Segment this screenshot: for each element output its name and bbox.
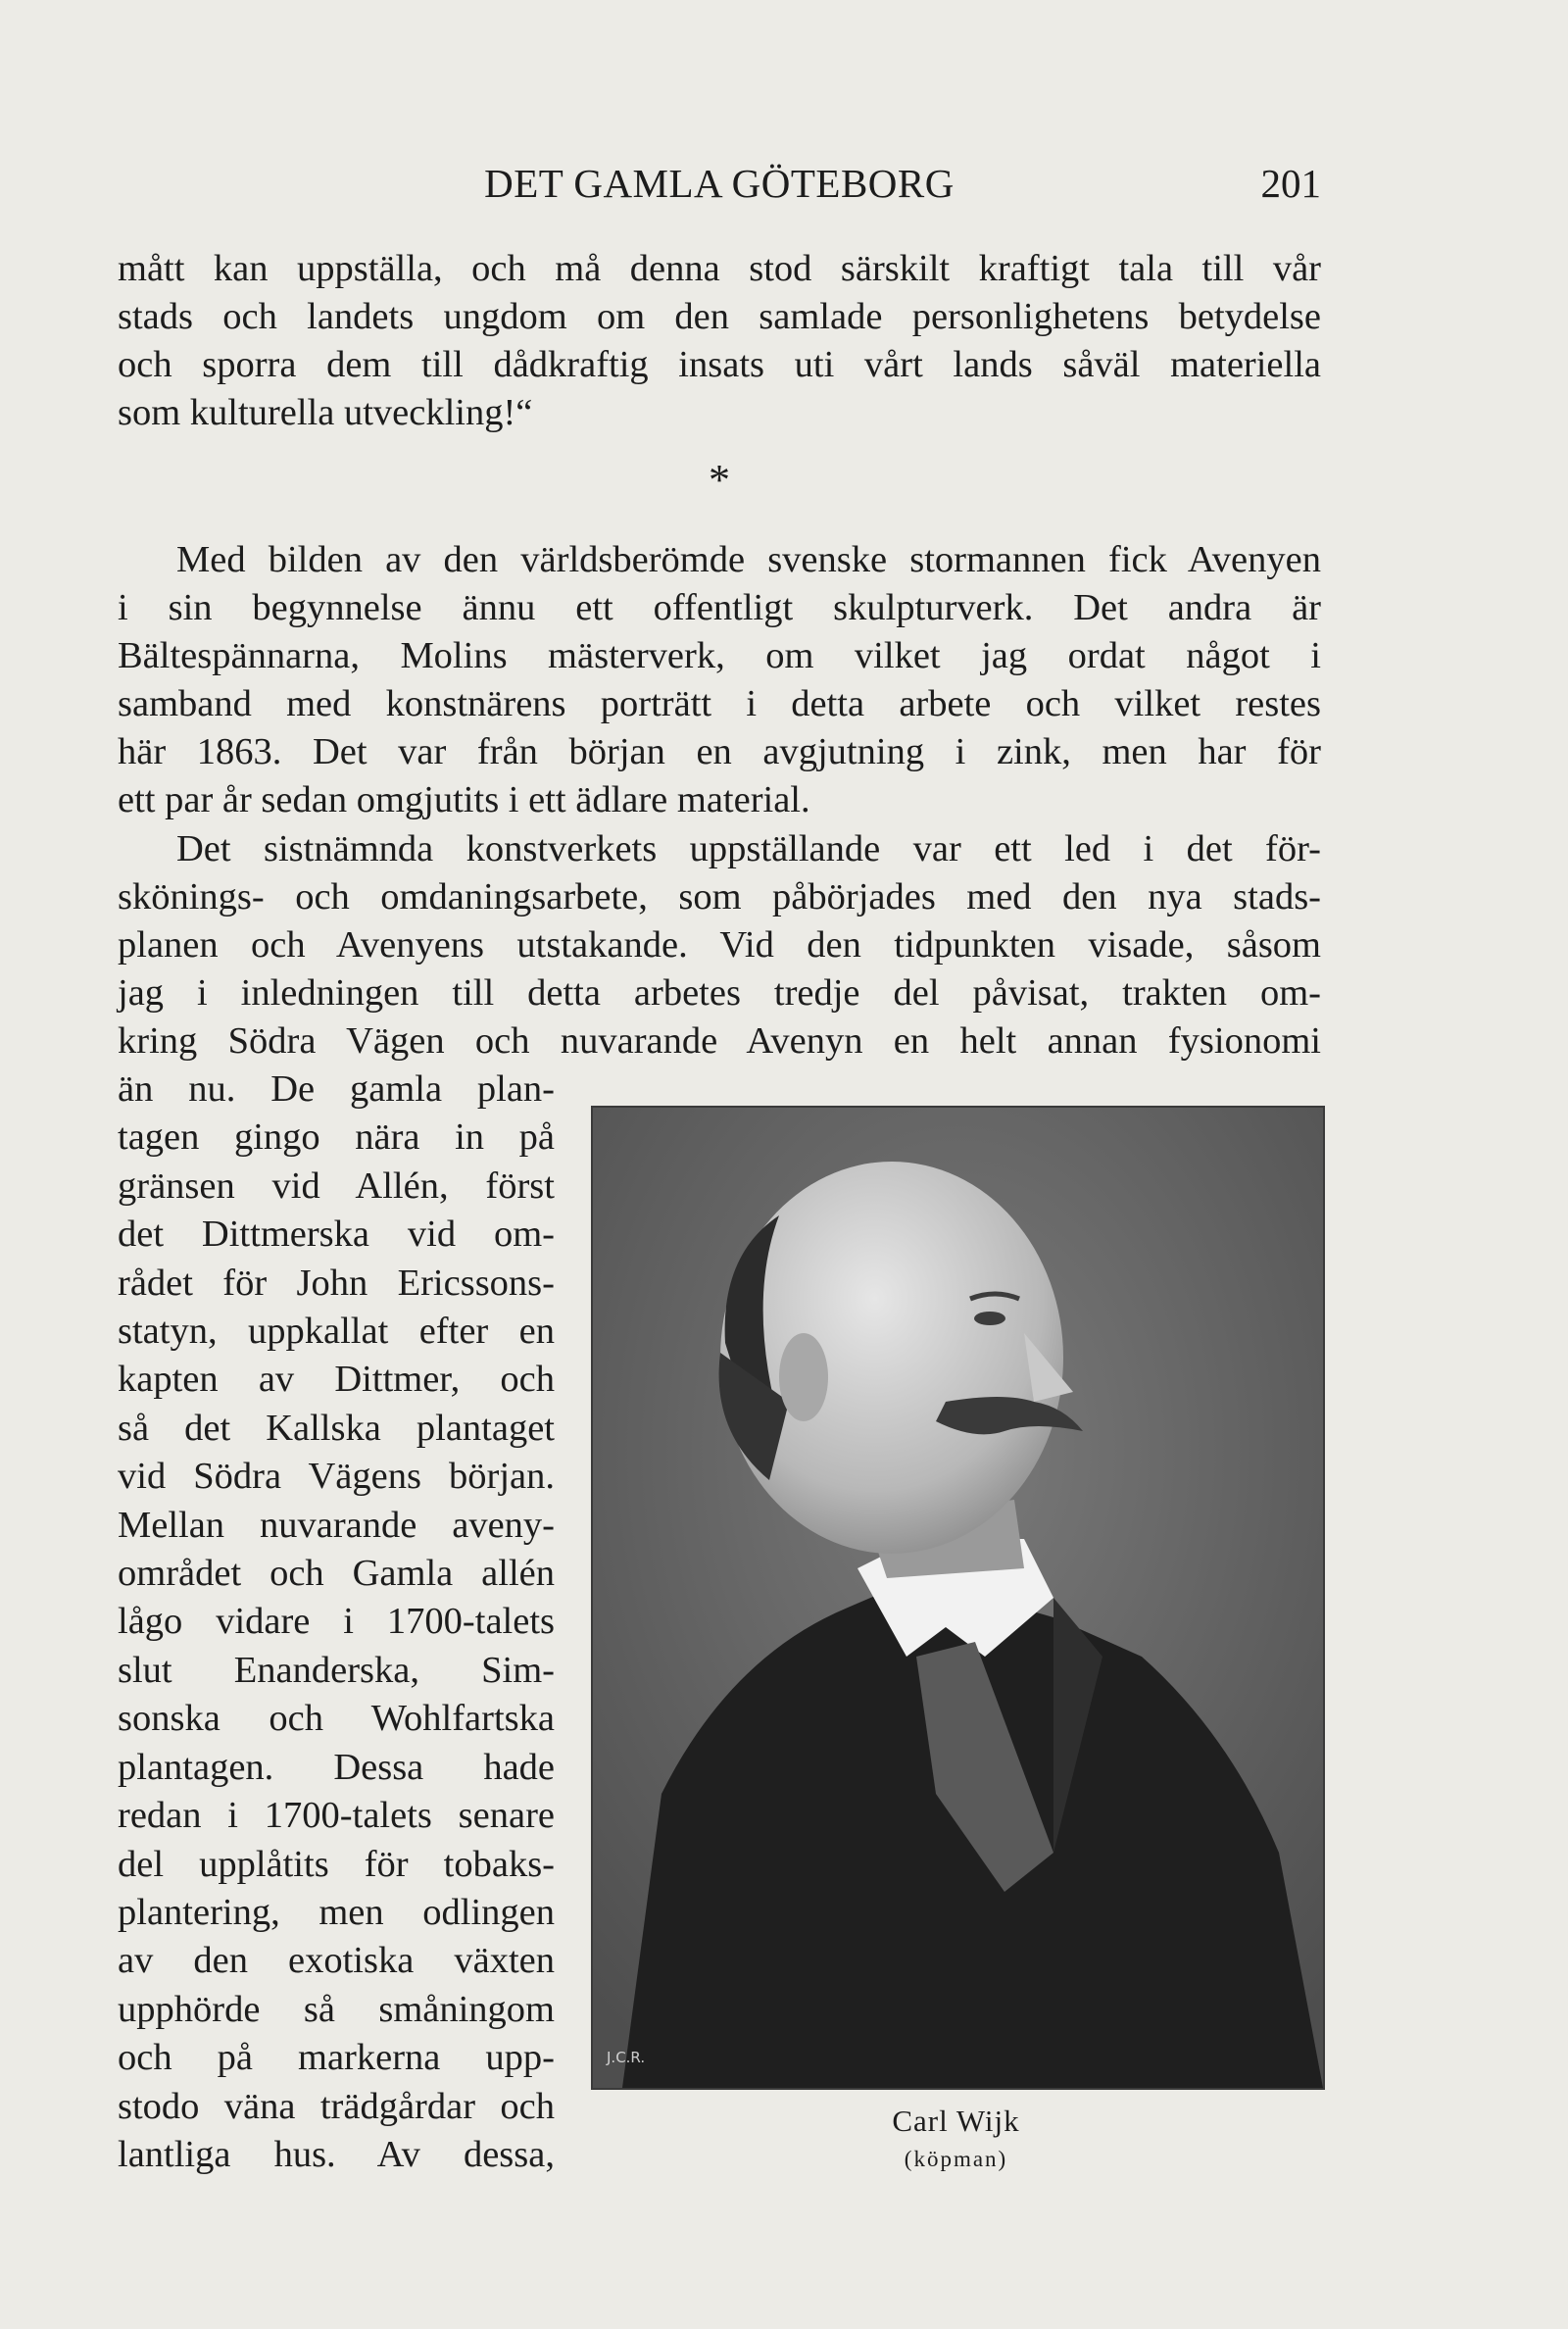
- text-line: gränsen vid Allén, först: [118, 1164, 555, 1207]
- paragraph-2: [118, 536, 1321, 824]
- caption-role: (köpman): [904, 2147, 1008, 2171]
- text-line: mått kan uppställa, och må denna stod särskilt kraftigt tala till vår: [118, 248, 1321, 289]
- text-line: kapten av Dittmer, och: [118, 1359, 555, 1401]
- text-line: lågo vidare i 1700-talets: [118, 1601, 555, 1643]
- page-number: 201: [1260, 161, 1321, 206]
- text-line: stads och landets ungdom om den samlade personlighetens betydelse: [118, 296, 1321, 337]
- paragraph-1: [118, 245, 1321, 437]
- text-line: vid Södra Vägens början.: [118, 1456, 555, 1498]
- text-line: plantering, men odlingen: [118, 1891, 555, 1933]
- text-line: lantliga hus. Av dessa,: [118, 2133, 555, 2175]
- text-line: i sin begynnelse ännu ett offentligt skulpturverk. Det andra är: [118, 587, 1321, 628]
- section-separator: *: [709, 456, 730, 504]
- running-title: DET GAMLA GÖTEBORG: [484, 161, 955, 206]
- text-line: rådet för John Ericssons-: [118, 1262, 555, 1304]
- portrait-illustration: [593, 1108, 1323, 2088]
- wrapped-column-text: [118, 1065, 555, 2179]
- text-line: upphörde så småningom: [118, 1988, 555, 2030]
- text-line: området och Gamla allén: [118, 1553, 555, 1595]
- text-line: det Dittmerska vid om-: [118, 1214, 555, 1256]
- text-line: tagen gingo nära in på: [118, 1116, 555, 1159]
- text-line: plantagen. Dessa hade: [118, 1746, 555, 1788]
- running-head: [118, 160, 1321, 207]
- text-line: sonska och Wohlfartska: [118, 1698, 555, 1740]
- text-line: och på markerna upp-: [118, 2037, 555, 2079]
- text-line: slut Enanderska, Sim-: [118, 1649, 555, 1691]
- text-line: del upplåtits för tobaks-: [118, 1843, 555, 1885]
- portrait-photo: [591, 1106, 1325, 2090]
- text-line: Med bilden av den världsberömde svenske stormannen fick Avenyen: [176, 539, 1321, 580]
- text-line: än nu. De gamla plan-: [118, 1068, 555, 1110]
- photo-signature: J.C.R.: [607, 2049, 646, 2066]
- text-line: här 1863. Det var från början en avgjutning i zink, men har för: [118, 731, 1321, 772]
- text-line: så det Kallska plantaget: [118, 1407, 555, 1449]
- text-line: Bältespännarna, Molins mästerverk, om vilket jag ordat något i: [118, 635, 1321, 676]
- text-line: jag i inledningen till detta arbetes tredje del påvisat, trakten om-: [118, 972, 1321, 1014]
- text-line: samband med konstnärens porträtt i detta arbete och vilket restes: [118, 683, 1321, 724]
- text-line: stodo väna trädgårdar och: [118, 2085, 555, 2127]
- text-line: planen och Avenyens utstakande. Vid den tidpunkten visade, såsom: [118, 924, 1321, 966]
- text-line: ett par år sedan omgjutits i ett ädlare material.: [118, 779, 810, 820]
- text-line: statyn, uppkallat efter en: [118, 1311, 555, 1353]
- text-line: av den exotiska växten: [118, 1940, 555, 1982]
- text-line: kring Södra Vägen och nuvarande Avenyn en helt annan fysionomi: [118, 1020, 1321, 1062]
- text-line: Det sistnämnda konstverkets uppställande var ett led i det för-: [176, 828, 1321, 869]
- text-line: skönings- och omdaningsarbete, som påbörjades med den nya stads-: [118, 876, 1321, 917]
- paragraph-3: [118, 825, 1321, 1065]
- text-line: redan i 1700-talets senare: [118, 1795, 555, 1837]
- text-line: Mellan nuvarande aveny-: [118, 1504, 555, 1546]
- text-line: och sporra dem till dådkraftig insats uti vårt lands såväl materiella: [118, 344, 1321, 385]
- caption-name: Carl Wijk: [892, 2104, 1020, 2138]
- text-line: som kulturella utveckling!“: [118, 392, 533, 433]
